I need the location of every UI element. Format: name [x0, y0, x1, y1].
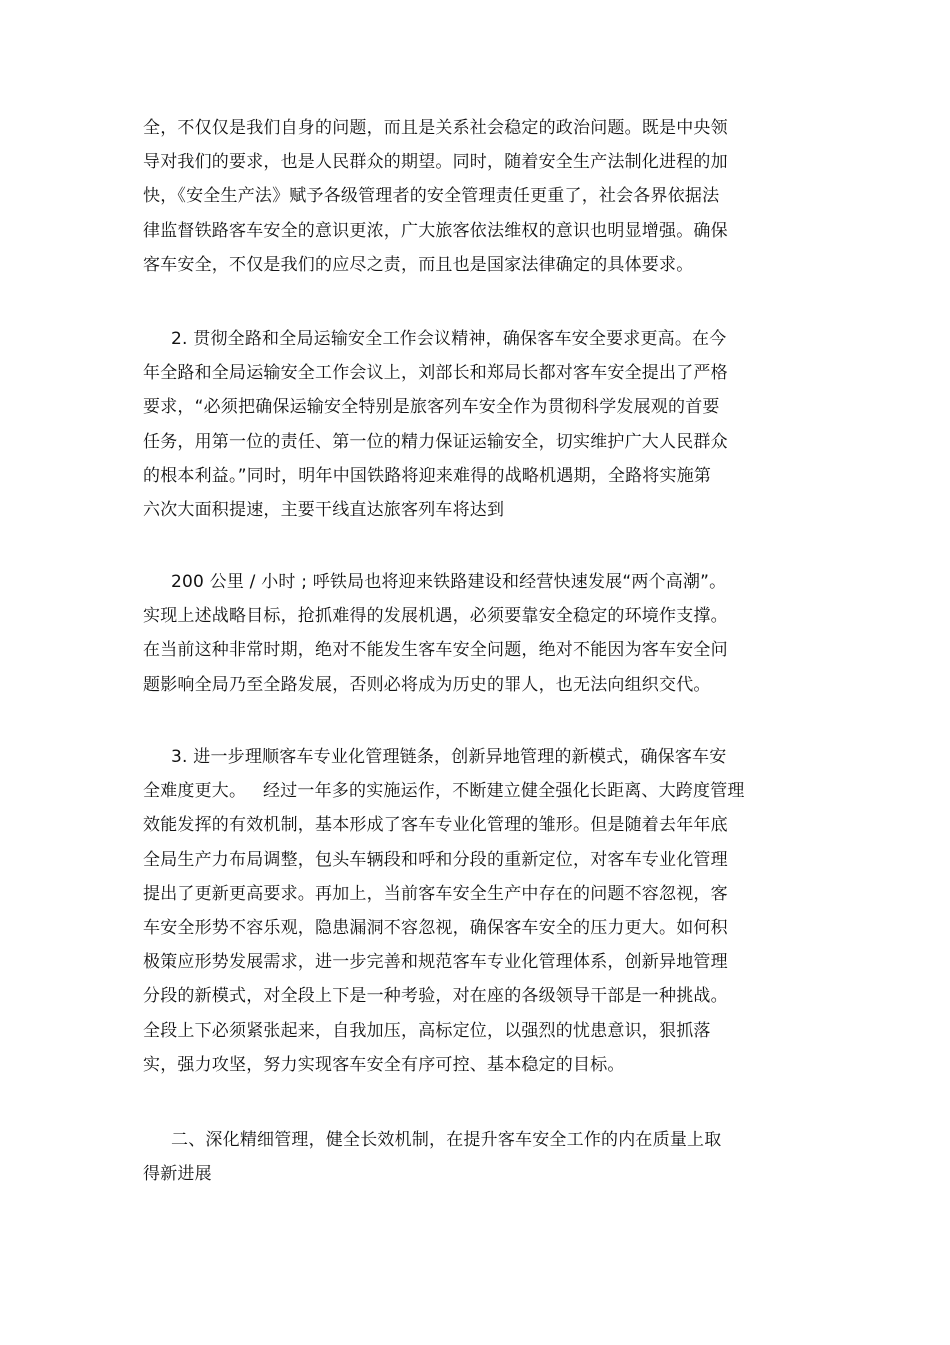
- text-line: 3. 进一步理顺客车专业化管理链条，创新异地管理的新模式，确保客车安: [143, 747, 727, 767]
- text-line: 分段的新模式，对全段上下是一种考验，对在座的各级领导干部是一种挑战。: [143, 986, 728, 1007]
- text-line: 提出了更新更高要求。再加上，当前客车安全生产中存在的问题不容忽视，客: [143, 883, 728, 904]
- text-line: 极策应形势发展需求，进一步完善和规范客车专业化管理体系，创新异地管理: [143, 952, 728, 973]
- text-line: 全，不仅仅是我们自身的问题，而且是关系社会稳定的政治问题。既是中央领: [143, 118, 728, 138]
- text-line: 实，强力攻坚，努力实现客车安全有序可控、基本稳定的目标。: [143, 1054, 625, 1075]
- text-line: 全局生产力布局调整，包头车辆段和呼和分段的重新定位，对客车专业化管理: [143, 849, 728, 870]
- text-line: 效能发挥的有效机制，基本形成了客车专业化管理的雏形。但是随着去年年底: [143, 815, 728, 836]
- text-line: 二、深化精细管理，健全长效机制，在提升客车安全工作的内在质量上取: [143, 1130, 722, 1150]
- text-line: 在当前这种非常时期，绝对不能发生客车安全问题，绝对不能因为客车安全问: [143, 640, 728, 661]
- text-line: 的根本利益。”同时，明年中国铁路将迎来难得的战略机遇期，全路将实施第: [143, 465, 712, 486]
- text-line: 年全路和全局运输安全工作会议上，刘部长和郑局长都对客车安全提出了严格: [143, 363, 728, 384]
- text-line: 六次大面积提速，主要干线直达旅客列车将达到: [143, 500, 505, 520]
- text-line: 题影响全局乃至全路发展，否则必将成为历史的罪人，也无法向组织交代。: [143, 674, 711, 695]
- text-line: 客车安全，不仅是我们的应尽之责，而且也是国家法律确定的具体要求。: [143, 254, 694, 275]
- text-line: 2. 贯彻全路和全局运输安全工作会议精神，确保客车安全要求更高。在今: [143, 329, 727, 349]
- text-line: 200 公里 / 小时 ; 呼铁局也将迎来铁路建设和经营快速发展“两个高潮”。: [143, 572, 727, 592]
- text-line: 导对我们的要求，也是人民群众的期望。同时，随着安全生产法制化进程的加: [143, 152, 728, 173]
- text-line: 要求，“必须把确保运输安全特别是旅客列车安全作为贯彻科学发展观的首要: [143, 397, 720, 418]
- text-line: 全段上下必须紧张起来，自我加压，高标定位，以强烈的忧患意识，狠抓落: [143, 1020, 711, 1041]
- text-line: 得新进展: [143, 1164, 212, 1185]
- text-line: 律监督铁路客车安全的意识更浓，广大旅客依法维权的意识也明显增强。确保: [143, 220, 728, 241]
- text-line: 任务，用第一位的责任、第一位的精力保证运输安全，切实维护广大人民群众: [143, 431, 728, 452]
- text-line: 车安全形势不容乐观，隐患漏洞不容忽视，确保客车安全的压力更大。如何积: [143, 918, 728, 938]
- text-line: 实现上述战略目标，抢抓难得的发展机遇，必须要靠安全稳定的环境作支撑。: [143, 606, 728, 627]
- text-line: 快，《安全生产法》赋予各级管理者的安全管理责任更重了，社会各界依据法: [143, 186, 720, 207]
- text-line: 全难度更大。 经过一年多的实施运作，不断建立健全强化长距离、大跨度管理: [143, 781, 745, 802]
